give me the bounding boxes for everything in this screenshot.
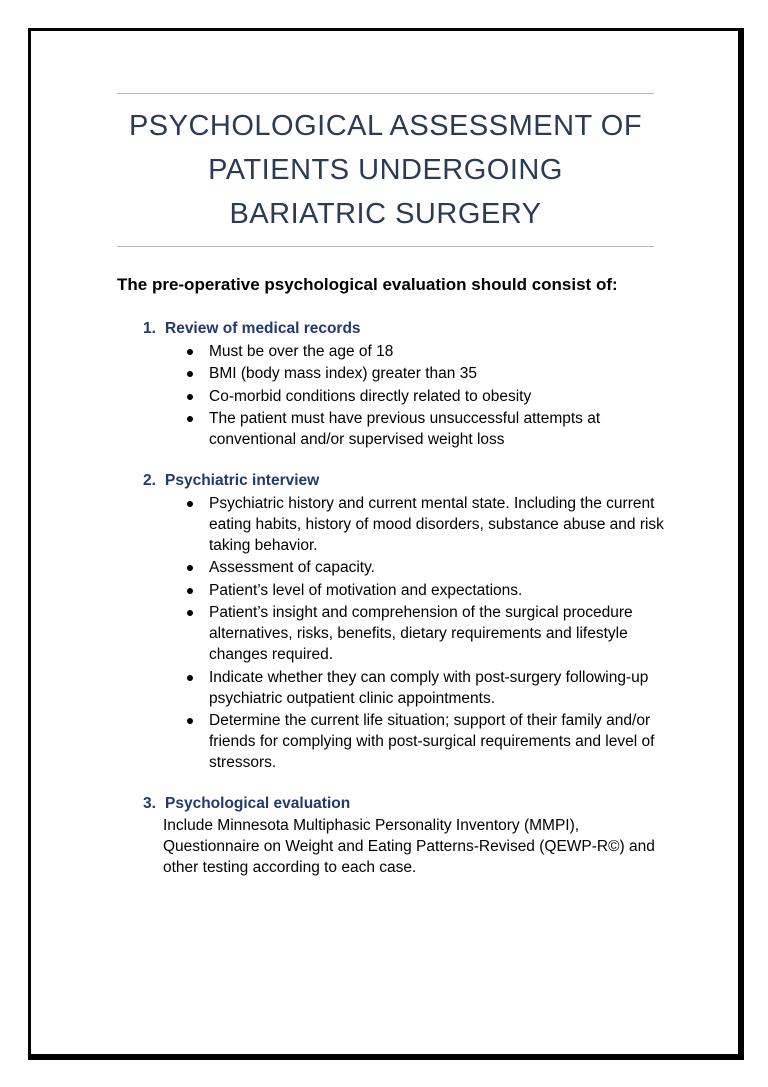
bullet-icon: [187, 718, 193, 724]
bullet-list: [119, 341, 664, 451]
title-line: PATIENTS UNDERGOING: [208, 154, 563, 186]
list-item: [119, 557, 664, 578]
section-heading: [119, 318, 664, 339]
list-item-text: Co-morbid conditions directly related to obesity: [209, 387, 532, 405]
list-item: [119, 493, 664, 556]
list-item-text: BMI (body mass index) greater than 35: [209, 365, 477, 382]
list-item: [119, 602, 664, 665]
bullet-icon: [187, 416, 193, 422]
intro-text: The pre-operative psychological evaluation should consist of:: [117, 275, 618, 294]
title-line: PSYCHOLOGICAL ASSESSMENT OF: [128, 110, 643, 142]
bullet-icon: [187, 565, 193, 571]
bullet-icon: [187, 675, 193, 681]
bullet-icon: [187, 371, 193, 377]
section-psychiatric-interview: [119, 470, 664, 773]
section-heading: [119, 793, 664, 814]
section-psychological-evaluation: [119, 793, 664, 878]
section-title: Psychological evaluation: [165, 795, 351, 812]
list-item-text: Indicate whether they can comply with post-surgery following-up psychiatric outpatient clinic appointments.: [209, 668, 649, 707]
list-item-text: Patient’s level of motivation and expectations.: [209, 581, 523, 599]
document-title: [110, 104, 661, 236]
list-item: [119, 710, 664, 773]
section-medical-records: [119, 318, 664, 450]
section-title: Psychiatric interview: [165, 472, 320, 489]
bullet-icon: [187, 394, 193, 400]
bullet-list: [119, 493, 664, 774]
list-item: [119, 363, 664, 384]
list-item-text: The patient must have previous unsuccessful attempts at conventional and/or supervised weight loss: [209, 410, 601, 448]
section-number: 3.: [143, 795, 156, 812]
section-body-text: Include Minnesota Multiphasic Personality Inventory (MMPI), Questionnaire on Weight and Eating Patterns-Revised (QEWP-R©) and other testing according to each case.: [163, 817, 655, 876]
list-item: [119, 341, 664, 362]
section-title: Review of medical records: [165, 320, 361, 337]
list-item: [119, 408, 664, 450]
list-item-text: Assessment of capacity.: [209, 559, 375, 576]
title-top-rule: [117, 93, 654, 94]
list-item-text: Must be over the age of 18: [209, 342, 394, 360]
sections-list: [119, 318, 664, 898]
list-item-text: Determine the current life situation; support of their family and/or friends for complying with post-surgical requirements and level of stressors.: [209, 712, 655, 771]
list-item: [119, 386, 664, 407]
section-number: 2.: [143, 472, 156, 489]
list-item-text: Patient’s insight and comprehension of the surgical procedure alternatives, risks, benefits, dietary requirements and lifestyle changes required.: [209, 604, 633, 663]
title-bottom-rule: [117, 246, 654, 247]
list-item: [119, 667, 664, 709]
list-item: [119, 580, 664, 601]
list-item-text: Psychiatric history and current mental state. Including the current eating habits, history of mood disorders, substance abuse and risk taking behavior.: [209, 494, 664, 554]
section-number: 1.: [143, 320, 156, 337]
section-heading: [119, 470, 664, 491]
bullet-icon: [187, 501, 193, 507]
bullet-icon: [187, 610, 193, 616]
bullet-icon: [187, 349, 193, 355]
title-line: BARIATRIC SURGERY: [229, 198, 542, 230]
bullet-icon: [187, 588, 193, 594]
